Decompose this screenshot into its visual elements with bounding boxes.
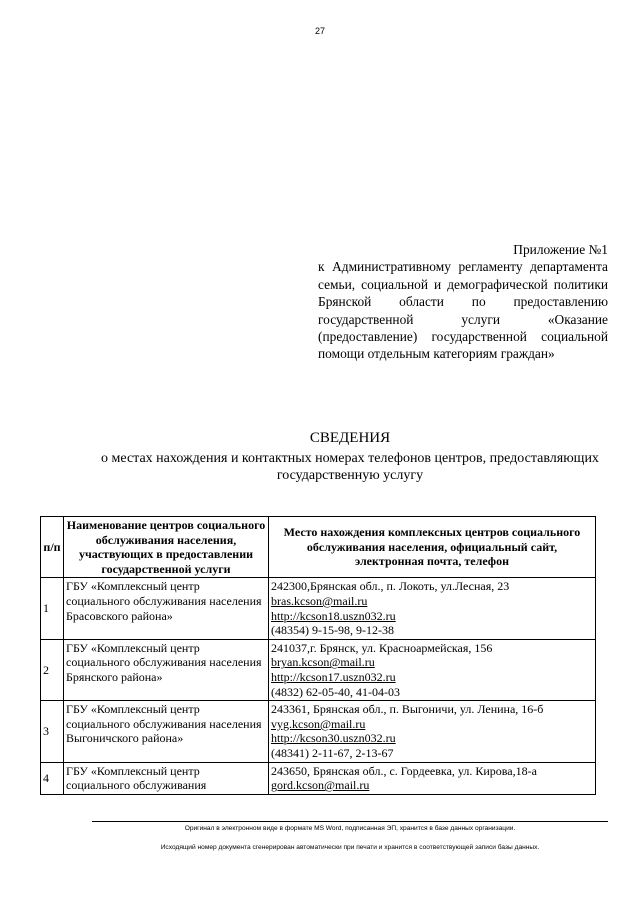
appendix-text: к Административному регламенту департамента семьи, социальной и демографической политики Брянской области по предоставлению государственной услуги «Оказание (предоставление) государственной социальной помощи отдельным категориям граждан»	[318, 259, 608, 362]
header-num: п/п	[41, 517, 64, 578]
row-email-link[interactable]: gord.kcson@mail.ru	[271, 778, 370, 793]
row-contacts	[269, 701, 596, 762]
footer-note-number: Исходящий номер документа сгенерирован автоматически при печати и хранится в соответствующей записи базы данных.	[160, 844, 540, 851]
row-address: 243361, Брянская обл., п. Выгоничи, ул. Ленина, 16-б	[271, 702, 544, 717]
row-phone: (48354) 9-15-98, 9-12-38	[271, 623, 394, 638]
appendix-block	[318, 241, 608, 363]
table-row	[41, 639, 596, 700]
row-contacts	[269, 639, 596, 700]
table-row	[41, 701, 596, 762]
row-num: 4	[41, 762, 64, 794]
row-num: 1	[41, 578, 64, 639]
row-phone: (48341) 2-11-67, 2-13-67	[271, 745, 394, 760]
header-location: Место нахождения комплексных центров социального обслуживания населения, официальный сайт, электронная почта, телефон	[269, 517, 596, 578]
row-name: ГБУ «Комплексный центр социального обслуживания населения Брасовского района»	[64, 578, 269, 639]
row-name: ГБУ «Комплексный центр социального обслуживания населения Брянского района»	[64, 639, 269, 700]
row-contacts	[269, 578, 596, 639]
row-num: 2	[41, 639, 64, 700]
table-row	[41, 762, 596, 794]
header-name: Наименование центров социального обслуживания населения, участвующих в предоставлении государственной услуги	[64, 517, 269, 578]
footer-divider	[92, 821, 608, 822]
row-address: 242300,Брянская обл., п. Локоть, ул.Лесная, 23	[271, 579, 510, 594]
footer-note-original: Оригинал в электронном виде в формате MS Word, подписанная ЭП, хранится в базе данных организации.	[184, 825, 516, 832]
table-row	[41, 578, 596, 639]
page-number: 27	[314, 26, 325, 36]
row-email-link[interactable]: bras.kcson@mail.ru	[271, 593, 368, 608]
table-header-row	[41, 517, 596, 578]
row-site-link[interactable]: http://kcson30.uszn032.ru	[271, 731, 396, 746]
row-address: 243650, Брянская обл., с. Гордеевка, ул. Кирова,18-а	[271, 763, 537, 778]
row-contacts	[269, 762, 596, 794]
row-email-link[interactable]: vyg.kcson@mail.ru	[271, 716, 366, 731]
centers-table	[40, 516, 596, 795]
row-name: ГБУ «Комплексный центр социального обслуживания	[64, 762, 269, 794]
row-phone: (4832) 62-05-40, 41-04-03	[271, 684, 400, 699]
row-num: 3	[41, 701, 64, 762]
document-subheading: о местах нахождения и контактных номерах телефонов центров, предоставляющих государственную услугу	[101, 451, 599, 483]
document-heading: СВЕДЕНИЯ	[309, 430, 391, 446]
row-email-link[interactable]: bryan.kcson@mail.ru	[271, 655, 375, 670]
row-site-link[interactable]: http://kcson17.uszn032.ru	[271, 669, 396, 684]
row-site-link[interactable]: http://kcson18.uszn032.ru	[271, 608, 396, 623]
appendix-title: Приложение №1	[513, 242, 608, 257]
row-name: ГБУ «Комплексный центр социального обслуживания населения Выгоничского района»	[64, 701, 269, 762]
row-address: 241037,г. Брянск, ул. Красноармейская, 156	[271, 640, 493, 655]
